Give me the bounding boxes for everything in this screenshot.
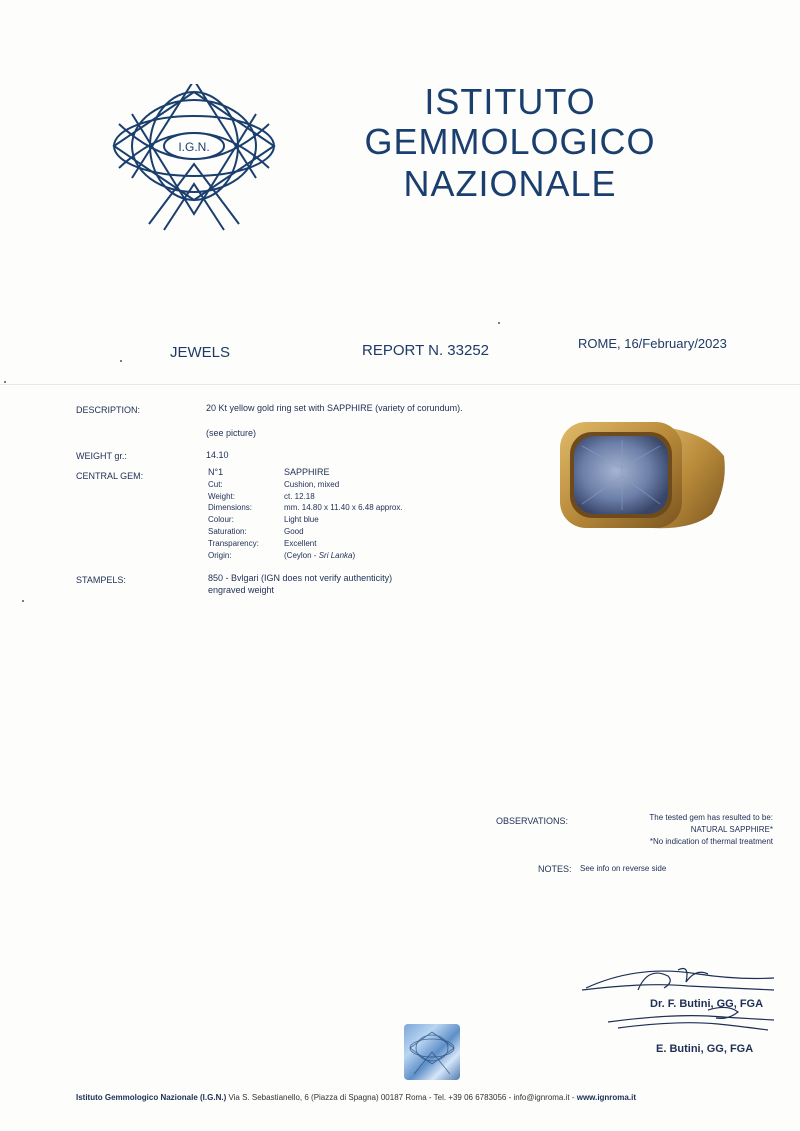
colour-label: Colour: [208, 515, 234, 524]
saturation-value: Good [284, 527, 304, 536]
speck [4, 381, 6, 383]
signature-name-2: E. Butini, GG, FGA [656, 1043, 754, 1055]
footer-address: Via S. Sebastianello, 6 (Piazza di Spagna) 00187 Roma - Tel. +39 06 6783056 - info@ignroma.it - [226, 1093, 577, 1102]
stampels-line-2: engraved weight [208, 585, 275, 595]
stampels-line-1: 850 - Bvlgari (IGN does not verify authenticity) [208, 573, 393, 583]
saturation-label: Saturation: [208, 527, 247, 536]
footer-org: Istituto Gemmologico Nazionale (I.G.N.) [76, 1093, 227, 1102]
logo-text: I.G.N. [178, 140, 210, 154]
observations-label: OBSERVATIONS: [496, 816, 569, 826]
see-picture: (see picture) [206, 428, 257, 438]
footer [76, 1093, 636, 1102]
gem-name: SAPPHIRE [284, 467, 330, 477]
hologram-pattern-icon [404, 1024, 460, 1080]
footer-website: www.ignroma.it [576, 1093, 636, 1102]
hologram-seal [404, 1024, 460, 1080]
gem-number: N°1 [208, 467, 224, 477]
colour-value: Light blue [284, 515, 319, 524]
divider [0, 384, 800, 385]
observations-line-2: NATURAL SAPPHIRE* [690, 825, 773, 834]
origin-suffix: ) [352, 551, 356, 560]
transparency-value: Excellent [284, 539, 317, 548]
notes-value: See info on reverse side [580, 864, 667, 873]
description-label: DESCRIPTION: [76, 405, 141, 415]
weight-label: WEIGHT gr.: [76, 451, 127, 461]
weight-value: 14.10 [206, 450, 229, 460]
title-line-3: NAZIONALE [403, 163, 617, 204]
report-number: REPORT N. 33252 [362, 342, 490, 359]
title-line-2: GEMMOLOGICO [364, 121, 656, 162]
observations-line-1: The tested gem has resulted to be: [649, 813, 773, 822]
cut-value: Cushion, mixed [284, 480, 340, 489]
signature-name-1: Dr. F. Butini, GG, FGA [650, 998, 764, 1010]
transparency-label: Transparency: [208, 539, 259, 548]
observations-line-3: *No indication of thermal treatment [649, 837, 773, 846]
dimensions-label: Dimensions: [208, 503, 253, 512]
ring-photo [552, 416, 728, 536]
gem-weight-label: Weight: [208, 492, 235, 501]
dimensions-value: mm. 14.80 x 11.40 x 6.48 approx. [284, 503, 403, 512]
central-gem-label: CENTRAL GEM: [76, 471, 144, 481]
speck [22, 600, 24, 602]
origin-value [284, 551, 355, 560]
title-line-1: ISTITUTO [424, 81, 596, 122]
place-date: ROME, 16/February/2023 [578, 336, 727, 351]
notes-label: NOTES: [538, 864, 572, 874]
origin-prefix: (Ceylon - [284, 551, 319, 560]
origin-label: Origin: [208, 551, 232, 560]
description-value: 20 Kt yellow gold ring set with SAPPHIRE (variety of corundum). [206, 403, 463, 413]
ign-logo [104, 84, 284, 234]
speck [120, 360, 122, 362]
speck [498, 322, 500, 324]
gem-weight-value: ct. 12.18 [284, 492, 315, 501]
stampels-label: STAMPELS: [76, 575, 126, 585]
origin-country: Sri Lanka [318, 551, 353, 560]
cut-label: Cut: [208, 480, 223, 489]
category: JEWELS [170, 344, 231, 361]
